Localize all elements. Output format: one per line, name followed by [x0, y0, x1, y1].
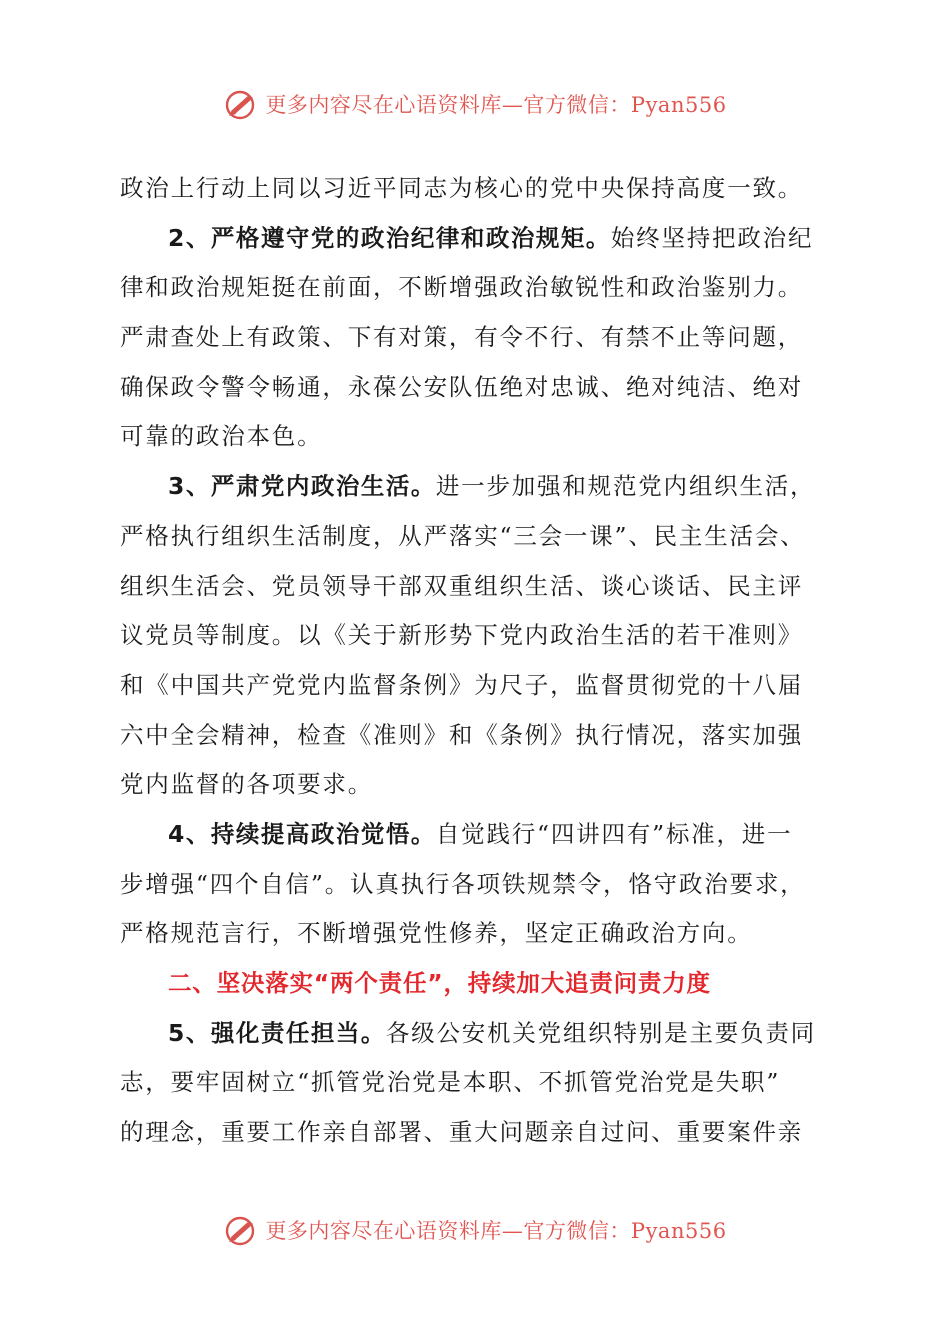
paragraph-5-title: 5、强化责任担当。	[168, 1018, 386, 1047]
text-line: 党内监督的各项要求。	[120, 770, 373, 799]
paragraph-3-start	[120, 462, 840, 512]
banner-text: 更多内容尽在心语资料库—官方微信：Pyan556	[265, 93, 727, 117]
text-line: 严格规范言行，不断增强党性修养，坚定正确政治方向。	[120, 919, 753, 948]
paragraph-3-title: 3、严肃党内政治生活。	[168, 472, 436, 501]
paragraph-5-start	[120, 1009, 840, 1059]
paragraph-2-start	[120, 214, 840, 264]
text-line: 议党员等制度。以《关于新形势下党内政治生活的若干准则》	[120, 621, 804, 650]
text-line: 政治上行动上同以习近平同志为核心的党中央保持高度一致。	[120, 174, 804, 202]
footer-watermark-banner	[0, 1210, 950, 1250]
text-line: 严格执行组织生活制度，从严落实“三会一课”、民主生活会、	[120, 521, 806, 550]
text-line: 和《中国共产党党内监督条例》为尺子，监督贯彻党的十八届	[120, 670, 804, 699]
text-line: 志，要牢固树立“抓管党治党是本职、不抓管党治党是失职”	[120, 1068, 781, 1097]
text-line: 始终坚持把政治纪	[610, 223, 814, 252]
text-line: 各级公安机关党组织特别是主要负责同	[385, 1018, 816, 1047]
text-line: 确保政令警令畅通，永葆公安队伍绝对忠诚、绝对纯洁、绝对	[120, 372, 804, 401]
text-line: 自觉践行“四讲四有”标准，进一	[435, 819, 793, 848]
text-line: 组织生活会、党员领导干部双重组织生活、谈心谈话、民主评	[120, 571, 804, 600]
text-line: 严肃查处上有政策、下有对策，有令不行、有禁不止等问题，	[120, 323, 804, 352]
text-line: 律和政治规矩挺在前面，不断增强政治敏锐性和政治鉴别力。	[120, 273, 804, 302]
pen-circle-logo-icon	[223, 86, 259, 122]
paragraph-2-title: 2、严格遵守党的政治纪律和政治规矩。	[168, 223, 611, 252]
text-line: 的理念，重要工作亲自部署、重大问题亲自过问、重要案件亲	[120, 1118, 804, 1147]
pen-circle-logo-icon	[223, 1212, 259, 1248]
text-line: 六中全会精神，检查《准则》和《条例》执行情况，落实加强	[120, 720, 804, 749]
text-line: 可靠的政治本色。	[120, 422, 323, 451]
text-line: 进一步加强和规范党内组织生活，	[435, 472, 816, 501]
document-body	[120, 164, 840, 1158]
banner-text: 更多内容尽在心语资料库—官方微信：Pyan556	[265, 1219, 727, 1243]
paragraph-4-start	[120, 810, 840, 860]
paragraph-4-title: 4、持续提高政治觉悟。	[168, 819, 436, 848]
section-2-heading: 二、坚决落实“两个责任”，持续加大追责问责力度	[168, 969, 711, 997]
text-line: 步增强“四个自信”。认真执行各项铁规禁令，恪守政治要求，	[120, 869, 806, 898]
header-watermark-banner	[0, 84, 950, 124]
